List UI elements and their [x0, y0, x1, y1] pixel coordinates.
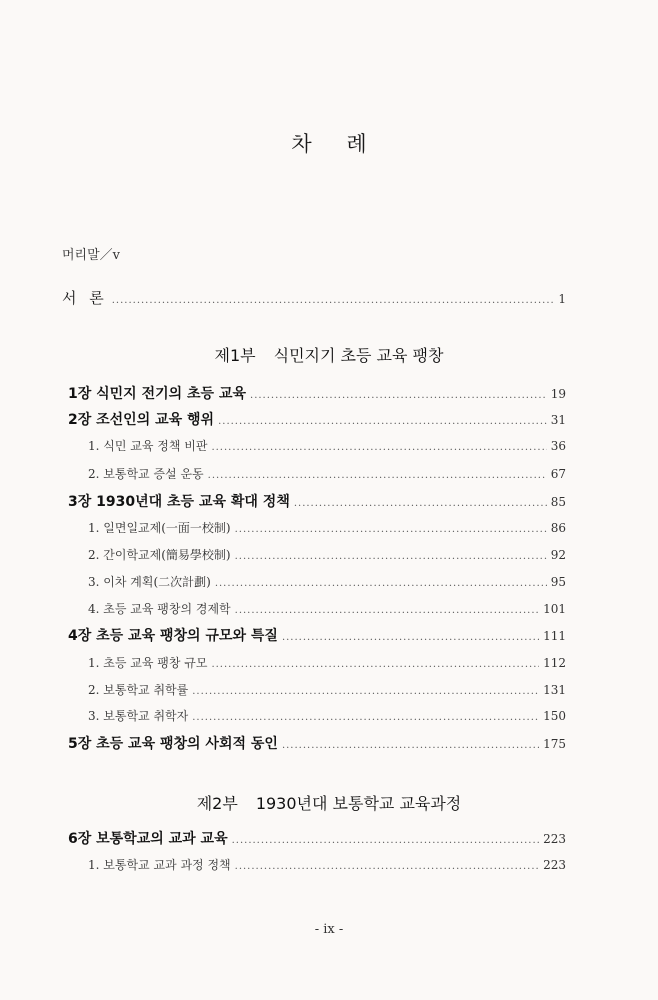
- toc-page-number: 223: [543, 858, 566, 872]
- toc-section-row: [88, 856, 566, 878]
- part-heading-2: [0, 791, 658, 814]
- toc-label: 1. 일면일교제(一面一校制): [88, 521, 231, 535]
- page-folio: - ix -: [314, 922, 344, 937]
- toc-label: 2. 보통학교 취학률: [88, 683, 189, 697]
- toc-label: 1. 초등 교육 팽창 규모: [88, 656, 208, 670]
- dot-leader: [218, 416, 547, 427]
- toc-label: 3. 보통학교 취학자: [88, 709, 189, 723]
- dot-leader: [250, 390, 547, 401]
- toc-intro-page: 1: [558, 292, 566, 306]
- toc-page-number: 85: [550, 495, 566, 509]
- part-number: 제1부: [214, 346, 256, 365]
- dot-leader: [192, 686, 539, 697]
- dot-leader: [235, 605, 539, 616]
- toc-section-row: [88, 465, 566, 487]
- toc-page-number: 92: [550, 548, 566, 562]
- part-title: 식민지기 초등 교육 팽창: [273, 346, 444, 365]
- toc-page-number: 112: [543, 656, 566, 670]
- toc-label: 4장 초등 교육 팽창의 규모와 특질: [68, 628, 278, 644]
- toc-chapter-row: [68, 625, 566, 647]
- toc-page-number: 95: [550, 575, 566, 589]
- part-heading-1: [0, 343, 658, 366]
- dot-leader: [235, 551, 547, 562]
- toc-label: 4. 초등 교육 팽창의 경제학: [88, 602, 231, 616]
- toc-label: 2. 보통학교 증설 운동: [88, 467, 204, 481]
- toc-page-number: 131: [543, 683, 566, 697]
- dot-leader: [282, 632, 539, 643]
- toc-page-number: 111: [543, 629, 566, 643]
- toc-page-number: 223: [543, 832, 566, 846]
- dot-leader: [282, 740, 539, 751]
- preface-entry: 머리말／v: [62, 248, 121, 263]
- toc-page-number: 150: [543, 709, 566, 723]
- toc-label: 1장 식민지 전기의 초등 교육: [68, 386, 247, 402]
- toc-page-number: 101: [543, 602, 566, 616]
- toc-section-row: [88, 519, 566, 541]
- toc-section-row: [88, 546, 566, 568]
- dot-leader: [208, 470, 547, 481]
- toc-label: 1. 보통학교 교과 과정 정책: [88, 858, 231, 872]
- toc-page-number: 67: [550, 467, 566, 481]
- toc-chapter-row: [68, 409, 566, 431]
- dot-leader: [192, 712, 539, 723]
- toc-label: 3. 이차 계획(二次計劃): [88, 575, 211, 589]
- part-title: 1930년대 보통학교 교육과정: [255, 794, 462, 813]
- toc-chapter-row: [68, 733, 566, 755]
- toc-label: 1. 식민 교육 정책 비판: [88, 439, 208, 453]
- toc-label: 2장 조선인의 교육 행위: [68, 412, 215, 428]
- part-number: 제2부: [196, 794, 238, 813]
- dot-leader: [215, 578, 547, 589]
- toc-section-row: [88, 707, 566, 729]
- toc-page-number: 31: [550, 413, 566, 427]
- toc-page-number: 175: [543, 737, 566, 751]
- toc-section-row: [88, 600, 566, 622]
- dot-leader: [235, 861, 539, 872]
- toc-section-row: [88, 681, 566, 703]
- toc-intro-row: [62, 287, 566, 309]
- toc-section-row: [88, 573, 566, 595]
- dot-leader: [211, 442, 546, 453]
- toc-page-number: 19: [550, 387, 566, 401]
- dot-leader: [112, 295, 555, 306]
- toc-section-row: [88, 654, 566, 676]
- toc-page-number: 36: [550, 439, 566, 453]
- toc-chapter-row: [68, 491, 566, 513]
- toc-section-row: [88, 437, 566, 459]
- toc-label: 6장 보통학교의 교과 교육: [68, 831, 228, 847]
- toc-page-number: 86: [550, 521, 566, 535]
- dot-leader: [211, 659, 539, 670]
- page-title: 차 례: [291, 132, 381, 156]
- toc-chapter-row: [68, 828, 566, 850]
- toc-label: 5장 초등 교육 팽창의 사회적 동인: [68, 736, 278, 752]
- toc-label: 3장 1930년대 초등 교육 확대 정책: [68, 494, 290, 510]
- toc-label: 2. 간이학교제(簡易學校制): [88, 548, 231, 562]
- dot-leader: [294, 498, 547, 509]
- dot-leader: [235, 524, 547, 535]
- toc-intro-label: 서 론: [62, 289, 108, 307]
- toc-chapter-row: [68, 383, 566, 405]
- dot-leader: [232, 835, 539, 846]
